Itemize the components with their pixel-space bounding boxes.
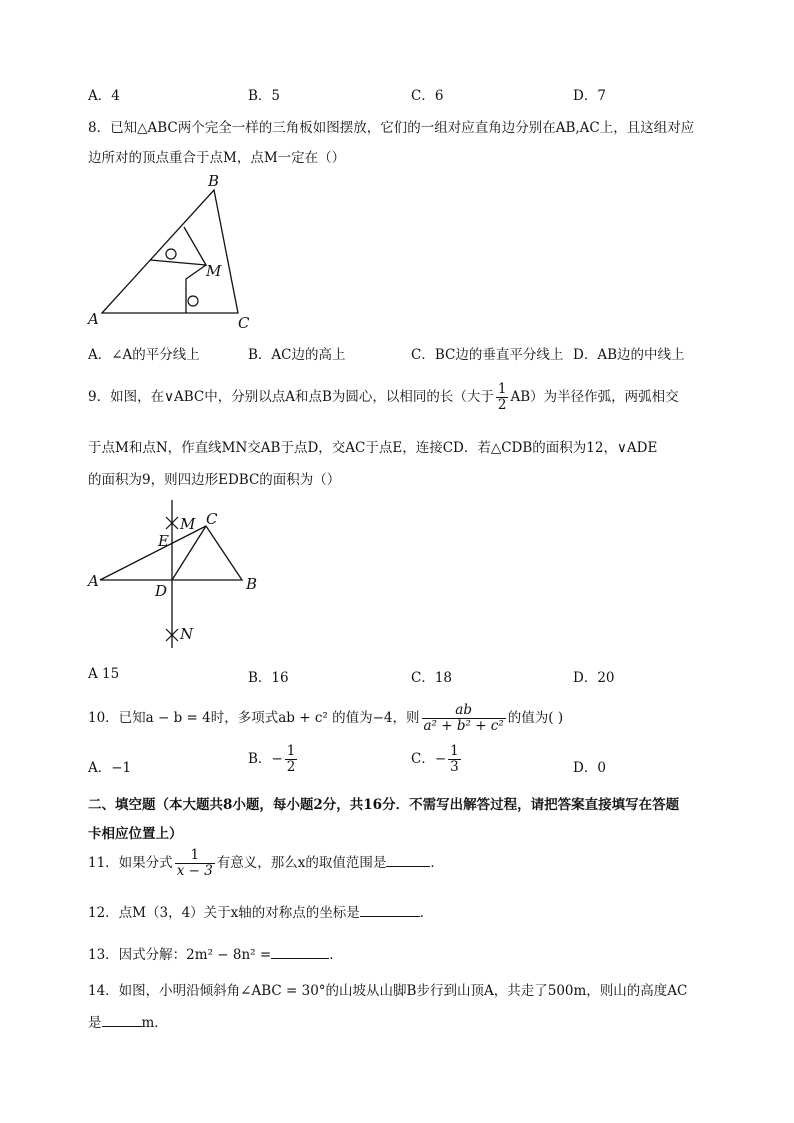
- q11-line: [88, 848, 444, 879]
- q10-pre: 10．已知a − b = 4时，多项式ab + c² 的值为−4，则: [88, 710, 420, 726]
- q8-label-a: A: [88, 310, 99, 328]
- section2-heading-line2: 卡相应位置上）: [88, 826, 183, 842]
- q8-line2: 边所对的顶点重合于点M，点M一定在（）: [88, 150, 346, 166]
- q10-option-c-pre: C．−: [411, 751, 447, 767]
- q9-label-d: D: [155, 582, 168, 600]
- q9-option-d: D．20: [573, 670, 615, 686]
- q8-line1: 8．已知△ABC两个完全一样的三角板如图摆放，它们的一组对应直角边分别在AB,AC上，且这组对应: [88, 120, 695, 136]
- q8-label-b: B: [208, 172, 220, 190]
- q11-fraction: [175, 848, 215, 879]
- q9-label-n: N: [180, 625, 194, 643]
- q9-triangle-abc: [100, 526, 242, 580]
- q7-option-c: C．6: [411, 88, 444, 104]
- q10-option-c-den: 3: [450, 759, 459, 775]
- q14-line1: 14．如图，小明沿倾斜角∠ABC = 30°的山坡从山脚B步行到山顶A，共走了500m，则山的高度AC: [88, 983, 688, 999]
- q8-triangle-abc: [102, 190, 238, 313]
- q11-end: ．: [430, 855, 444, 871]
- q8-label-c: C: [238, 314, 250, 332]
- q8-triangle-board-lower: [186, 265, 206, 313]
- q9-frac-den: 2: [497, 397, 507, 413]
- section2-heading-line1: 二、填空题（本大题共8小题，每小题2分，共16分．不需写出解答过程，请把答案直接填写在答题: [88, 797, 680, 813]
- q12-answer-blank[interactable]: [360, 904, 420, 917]
- q9-option-a: A 15: [88, 666, 120, 682]
- q9-label-e: E: [158, 532, 169, 550]
- q9-option-b: B．16: [248, 670, 289, 686]
- q10-line: [88, 703, 563, 734]
- q10-frac-den: a² + b² + c²: [423, 718, 504, 734]
- q9-line3: 的面积为9，则四边形EDBC的面积为（）: [88, 472, 341, 488]
- q10-option-c-fraction: [448, 744, 461, 775]
- q9-label-c: C: [206, 510, 218, 528]
- q8-option-c: C．BC边的垂直平分线上: [411, 347, 564, 363]
- q9-fraction: [496, 382, 509, 413]
- q10-post: 的值为( ): [507, 710, 564, 726]
- q8-label-m: M: [206, 262, 222, 280]
- q9-label-m: M: [180, 515, 196, 533]
- q7-option-a: A．4: [88, 88, 120, 104]
- q14-line2: [88, 1011, 168, 1031]
- q8-option-a: A．∠A的平分线上: [88, 347, 200, 363]
- q12-end: ．: [419, 905, 434, 921]
- q9-line1-pre: 9．如图，在∨ABC中，分别以点A和点B为圆心，以相同的长（大于: [88, 389, 494, 405]
- q9-frac-num: 1: [497, 381, 507, 397]
- q9-figure: [84, 496, 274, 656]
- q9-line1-post: AB）为半径作弧，两弧相交: [510, 389, 679, 405]
- q11-answer-blank[interactable]: [386, 854, 430, 867]
- q10-option-b-den: 2: [286, 759, 296, 775]
- q12-line: [88, 901, 433, 921]
- q10-option-b-fraction: [285, 744, 298, 775]
- q8-right-angle-mark-lower: [188, 296, 198, 306]
- q13-end: ．: [329, 947, 343, 963]
- q8-option-b: B．AC边的高上: [248, 347, 346, 363]
- q8-option-d: D．AB边的中线上: [573, 347, 685, 363]
- q14-line2-post: m．: [141, 1015, 168, 1031]
- q14-answer-blank[interactable]: [102, 1014, 142, 1027]
- q9-label-a: A: [88, 572, 99, 590]
- q9-line1: [88, 382, 679, 413]
- q7-option-d: D．7: [573, 88, 606, 104]
- q10-option-b-pre: B．−: [248, 751, 283, 767]
- q10-option-d: D．0: [573, 760, 606, 776]
- q10-fraction: [422, 703, 506, 734]
- q9-line2: 于点M和点N，作直线MN交AB于点D，交AC于点E，连接CD．若△CDB的面积为12，∨ADE: [88, 440, 658, 456]
- q11-frac-den: x − 3: [176, 863, 213, 879]
- q10-option-c: [411, 744, 463, 775]
- q10-frac-num: ab: [422, 703, 506, 719]
- q10-option-b: [248, 744, 299, 775]
- q13-line: [88, 943, 343, 963]
- q10-option-a: A．−1: [88, 760, 132, 776]
- q14-line2-pre: 是: [88, 1015, 102, 1031]
- q11-post: 有意义，那么x的取值范围是: [216, 855, 387, 871]
- q10-option-b-num: 1: [286, 743, 296, 759]
- q10-option-c-num: 1: [450, 743, 459, 759]
- q13-answer-blank[interactable]: [271, 946, 329, 959]
- q8-triangle-board-upper: [150, 227, 206, 265]
- q11-pre: 11．如果分式: [88, 855, 173, 871]
- q12-pre: 12．点M（3，4）关于x轴的对称点的坐标是: [88, 905, 360, 921]
- q9-label-b: B: [246, 575, 258, 593]
- q9-option-c: C．18: [411, 670, 453, 686]
- q8-right-angle-mark-upper: [166, 249, 176, 259]
- q8-figure: [84, 170, 264, 332]
- q11-frac-num: 1: [175, 848, 215, 864]
- q13-pre: 13．因式分解：2m² − 8n² =: [88, 947, 272, 963]
- q7-option-b: B．5: [248, 88, 281, 104]
